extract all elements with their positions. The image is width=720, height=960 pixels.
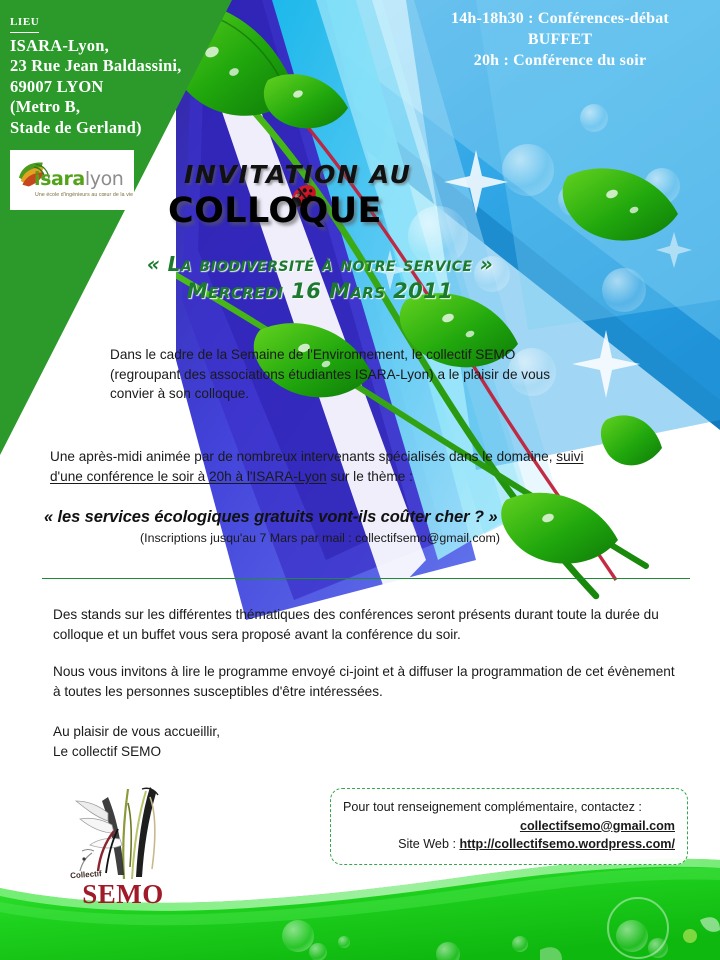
para2-pre: Une après-midi animée par de nombreux intervenants spécialisés dans le domaine, (50, 449, 557, 464)
inscription-note: (Inscriptions jusqu'au 7 Mars par mail : collectifsemo@gmail.com) (140, 531, 500, 545)
venue-block (10, 10, 225, 138)
semo-wordmark: SEMO (82, 879, 164, 909)
venue-line-1: ISARA-Lyon, (10, 35, 109, 55)
title-line-invitation: INVITATION AU (184, 160, 412, 189)
contact-website-url[interactable]: http://collectifsemo.wordpress.com/ (459, 837, 675, 851)
signoff-line-2: Le collectif SEMO (53, 743, 162, 759)
conference-theme-quote: « les services écologiques gratuits vont-ils coûter cher ? » (44, 508, 498, 526)
blue-swoosh-illustration (176, 0, 720, 620)
isara-wordmark (34, 168, 123, 190)
venue-line-5: Stade de Gerland) (10, 117, 142, 137)
paragraph-signoff (53, 722, 453, 761)
isara-word-lyon: lyon (84, 168, 124, 190)
contact-email-text[interactable]: collectifsemo@gmail.com (519, 818, 675, 833)
title-line-colloque: COLLOQUE (168, 191, 382, 231)
paragraph-stands: Des stands sur les différentes thématiques des conférences seront présents durant toute la durée du colloque et un buffet vous sera proposé avant la conférence du soir. (53, 607, 659, 642)
schedule-line-2: BUFFET (527, 31, 593, 48)
section-divider (42, 578, 690, 579)
paragraph-intro: Dans le cadre de la Semaine de l'Environnement, le collectif SEMO (regroupant des associations étudiantes ISARA-Lyon) a le plaisir de vous convier à son colloque. (110, 347, 551, 401)
contact-email[interactable] (343, 817, 675, 836)
page-title (168, 160, 412, 231)
isara-word-isara: isara (34, 168, 85, 190)
subtitle-block (60, 252, 580, 303)
contact-website[interactable] (343, 835, 675, 854)
para2-underlined: suivi d'une conférence le soir à 20h à l'ISARA-Lyon (50, 449, 584, 484)
signoff-line-1: Au plaisir de vous accueillir, (53, 724, 220, 739)
paragraph-programme: Nous vous invitons à lire le programme envoyé ci-joint et à diffuser la programmation de cet évènement à toutes les personnes susceptibles d'être intéressées. (53, 664, 675, 699)
semo-collective-logo (62, 783, 184, 913)
venue-line-4: (Metro B, (10, 97, 81, 116)
contact-website-label: Site Web : (398, 837, 460, 851)
venue-label: lieu (10, 11, 39, 33)
subtitle-theme: « La biodiversité à notre service » (146, 252, 494, 276)
schedule-line-3: 20h : Conférence du soir (473, 52, 647, 69)
schedule-line-1: 14h-18h30 : Conférences-débat (451, 10, 669, 27)
isara-tagline: Une école d'ingénieurs au cœur de la vie (35, 192, 134, 198)
schedule-block (410, 8, 710, 71)
isara-lyon-logo (10, 150, 134, 210)
paragraph-afternoon (50, 447, 610, 486)
semo-collectif-label: Collectif (69, 869, 102, 881)
contact-info-box (330, 788, 688, 865)
venue-line-2: 23 Rue Jean Baldassini, (10, 56, 182, 75)
para2-post: sur le thème : (326, 468, 413, 484)
venue-line-3: 69007 LYON (10, 76, 104, 96)
decorative-graphic (176, 0, 720, 620)
contact-intro: Pour tout renseignement complémentaire, contactez : (343, 800, 642, 814)
subtitle-date: Mercredi 16 Mars 2011 (186, 279, 454, 303)
